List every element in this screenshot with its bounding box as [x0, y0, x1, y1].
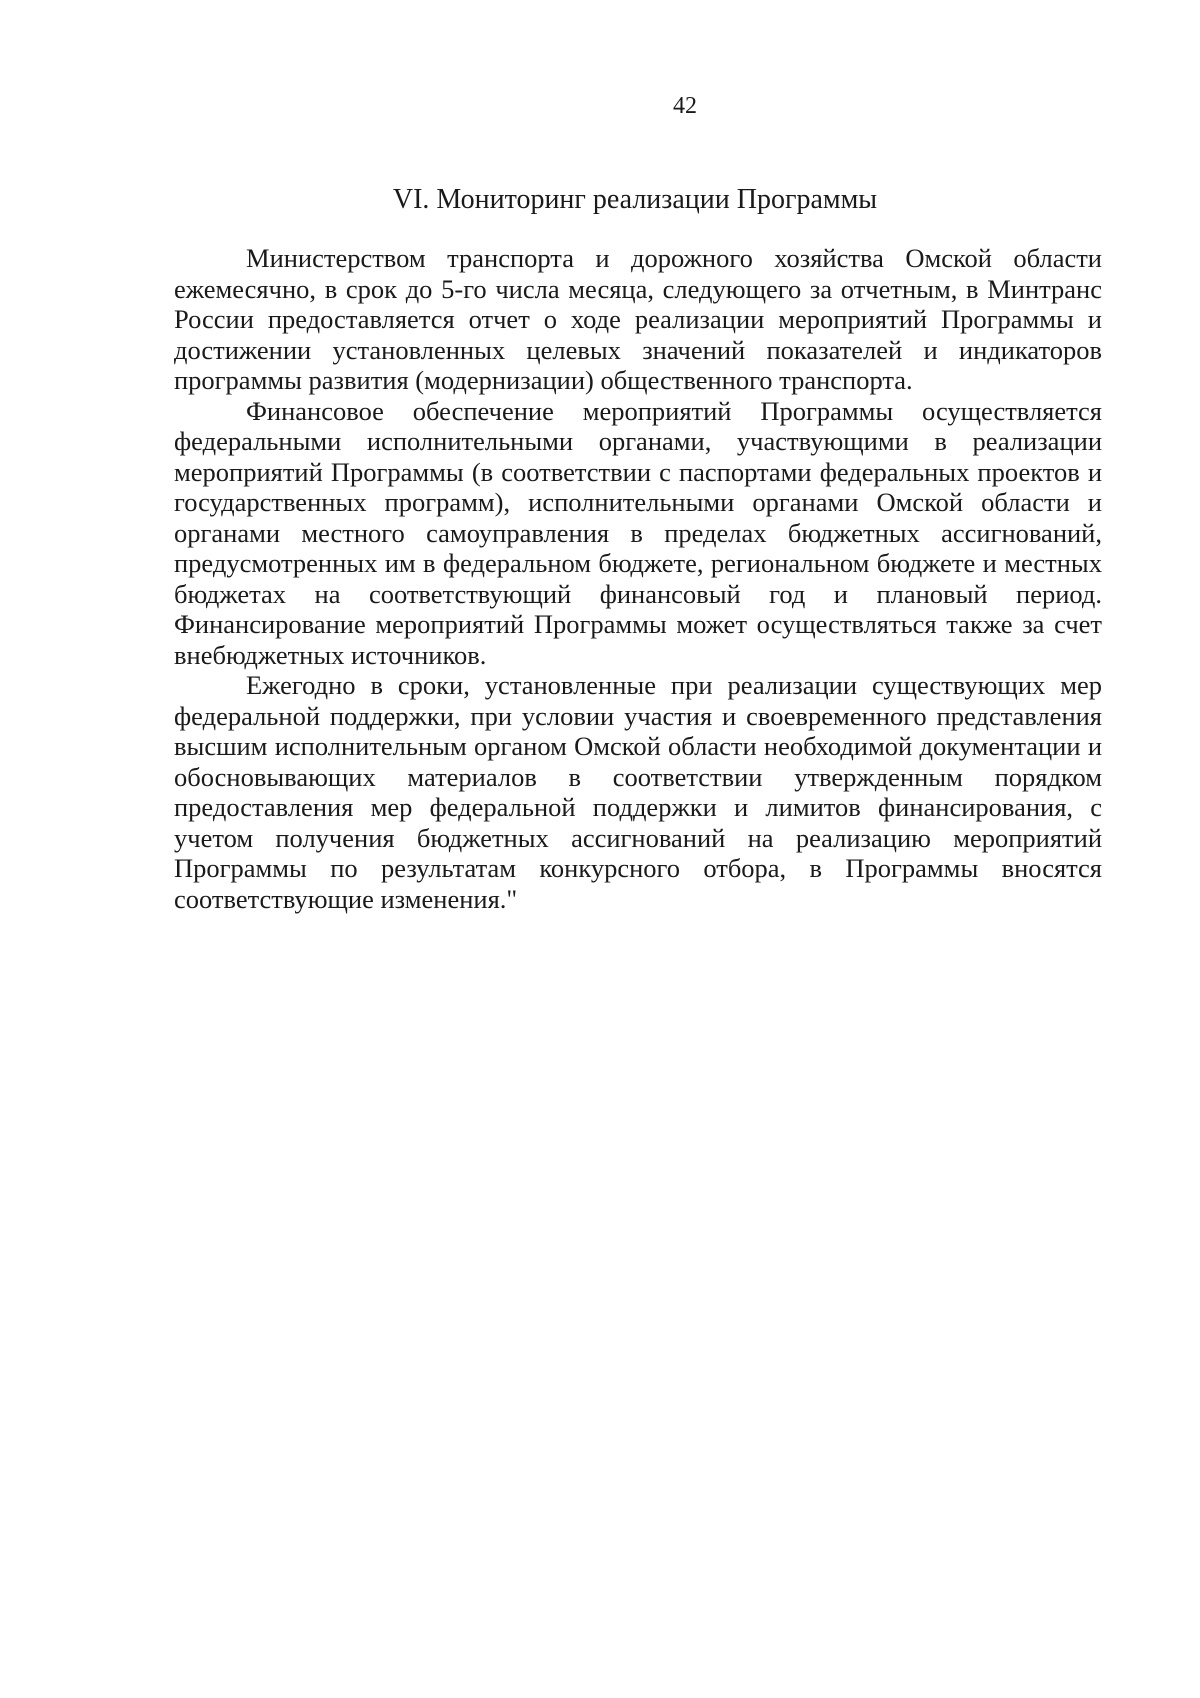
paragraph-financing: Финансовое обеспечение мероприятий Программы осуществляется федеральными исполнительными органами, участвующими в реализации мероприятий Программы (в соответствии с паспортами федеральных проектов и государственных программ), исполнительными органами Омской области и органами местного самоуправления в пределах бюджетных ассигнований, предусмотренных им в федеральном бюджете, региональном бюджете и местных бюджетах на соответствующий финансовый год и плановый период. Финансирование мероприятий Программы может осуществляться также за счет внебюджетных источников. [174, 395, 1102, 670]
section-title: VI. Мониторинг реализации Программы [392, 184, 878, 215]
paragraph-monitoring-report: Министерством транспорта и дорожного хозяйства Омской области ежемесячно, в срок до 5-го числа месяца, следующего за отчетным, в Минтранс России предоставляется отчет о ходе реализации мероприятий Программы и достижении установленных целевых значений показателей и индикаторов программы развития (модернизации) общественного транспорта. [174, 243, 1102, 395]
body-text [174, 243, 1102, 914]
paragraph-annual-changes: Ежегодно в сроки, установленные при реализации существующих мер федеральной поддержки, при условии участия и своевременного представления высшим исполнительным органом Омской области необходимой документации и обосновывающих материалов в соответствии утвержденным порядком предоставления мер федеральной поддержки и лимитов финансирования, с учетом получения бюджетных ассигнований на реализацию мероприятий Программы по результатам конкурсного отбора, в Программы вносятся соответствующие изменения." [174, 670, 1102, 914]
page-number: 42 [673, 93, 697, 119]
